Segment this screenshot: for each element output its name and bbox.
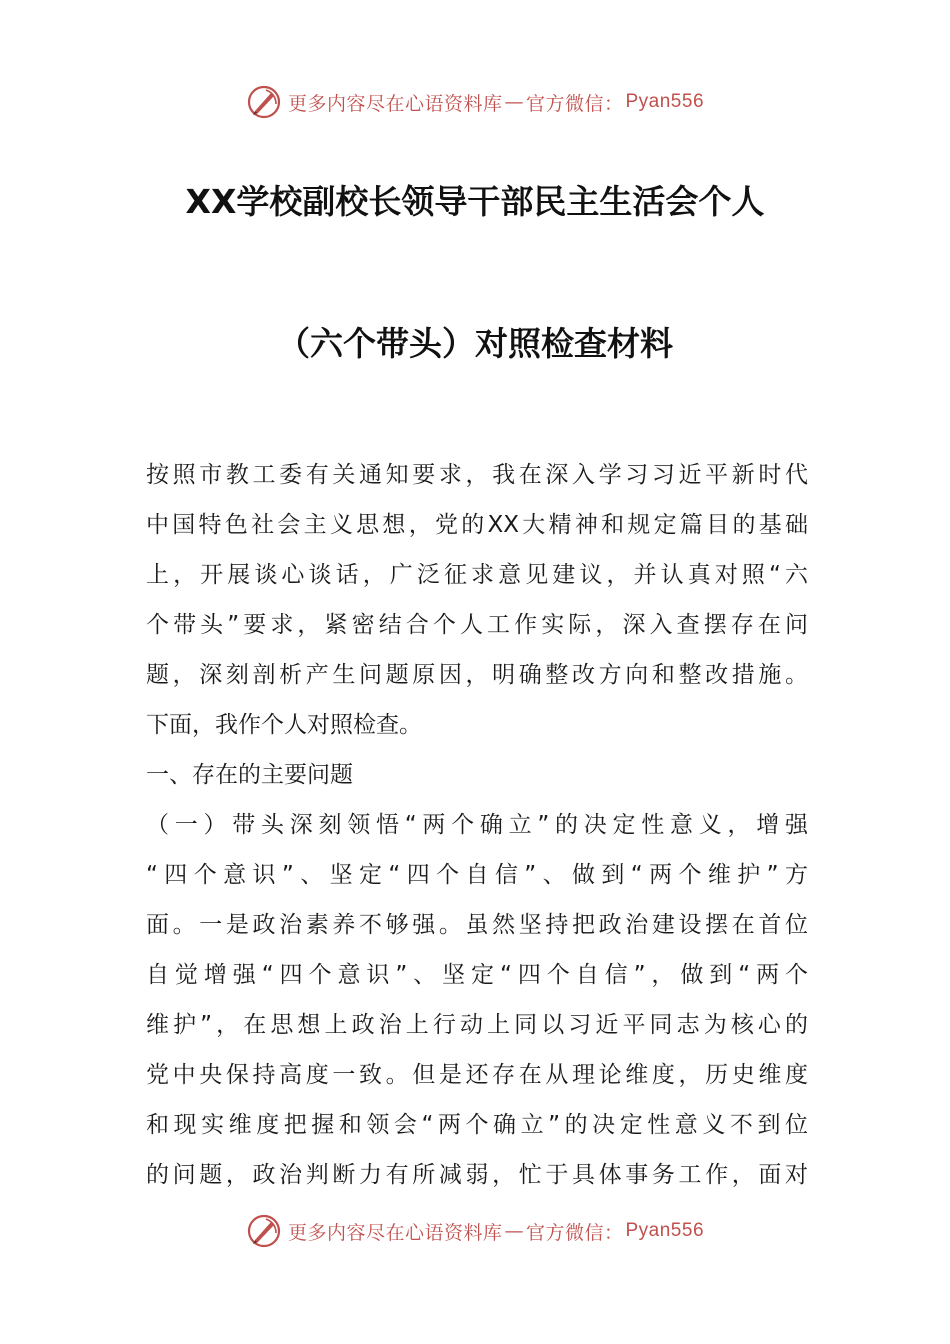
body-line: 面。一是政治素养不够强。虽然坚持把政治建设摆在首位 bbox=[146, 912, 808, 938]
body-line: 自觉增强“四个意识”、坚定“四个自信”，做到“两个 bbox=[146, 962, 808, 988]
document-body bbox=[146, 450, 808, 1200]
watermark-wechat-id: Pyan556 bbox=[625, 91, 705, 112]
body-line: 上，开展谈心谈话，广泛征求意见建议，并认真对照“六 bbox=[146, 562, 808, 588]
body-line: “四个意识”、坚定“四个自信”、做到“两个维护”方 bbox=[146, 862, 808, 888]
body-line: 个带头”要求，紧密结合个人工作实际，深入查摆存在问 bbox=[146, 612, 808, 638]
body-line: 和现实维度把握和领会“两个确立”的决定性意义不到位 bbox=[146, 1112, 808, 1138]
pen-logo-icon bbox=[246, 84, 282, 120]
watermark-text: 更多内容尽在心语资料库 bbox=[287, 1221, 503, 1244]
body-line: 按照市教工委有关通知要求，我在深入学习习近平新时代 bbox=[146, 462, 808, 488]
body-line: 维护”，在思想上政治上行动上同以习近平同志为核心的 bbox=[146, 1012, 808, 1038]
body-line: （一）带头深刻领悟“两个确立”的决定性意义，增强 bbox=[146, 812, 808, 838]
pen-logo-icon bbox=[246, 1213, 282, 1249]
body-line: 党中央保持高度一致。但是还存在从理论维度，历史维度 bbox=[146, 1062, 808, 1088]
watermark-header bbox=[0, 82, 950, 122]
section-heading: 一、存在的主要问题 bbox=[146, 762, 353, 788]
watermark-text: 更多内容尽在心语资料库 bbox=[287, 92, 503, 115]
watermark-wechat-id: Pyan556 bbox=[625, 1220, 705, 1241]
watermark-wechat-label: 官方微信： bbox=[525, 1221, 624, 1244]
document-title-line-1: XX学校副校长领导干部民主生活会个人 bbox=[185, 182, 765, 221]
body-line: 中国特色社会主义思想，党的XX大精神和规定篇目的基础 bbox=[146, 512, 808, 538]
body-line: 的问题，政治判断力有所减弱，忙于具体事务工作，面对 bbox=[146, 1162, 808, 1188]
document-title-line-2: （六个带头）对照检查材料 bbox=[277, 324, 673, 363]
body-line: 题，深刻剖析产生问题原因，明确整改方向和整改措施。 bbox=[146, 662, 808, 688]
watermark-separator: — bbox=[504, 91, 524, 113]
watermark-separator: — bbox=[504, 1220, 524, 1242]
watermark-wechat-label: 官方微信： bbox=[525, 92, 624, 115]
watermark-footer bbox=[0, 1211, 950, 1251]
body-line: 下面，我作个人对照检查。 bbox=[146, 712, 422, 738]
